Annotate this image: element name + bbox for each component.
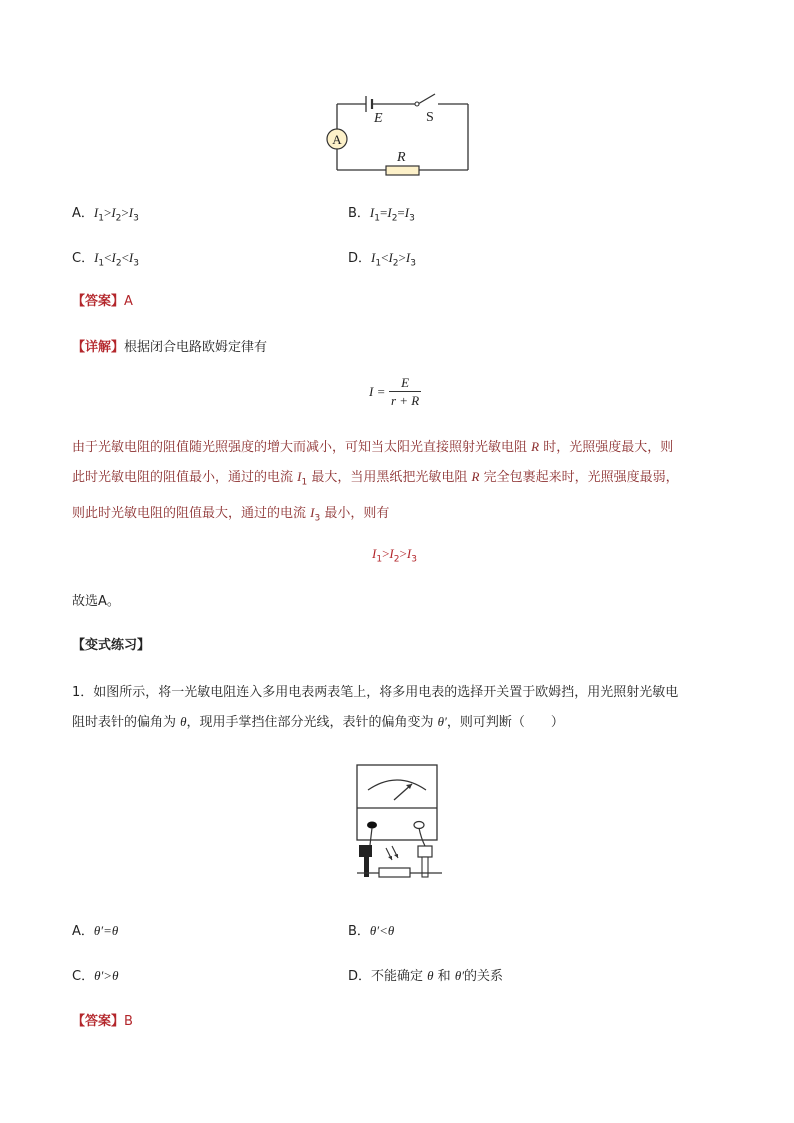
q1-option-d: D．$I_1<I_2>I_3$	[348, 250, 416, 269]
white-probe	[418, 846, 432, 857]
photoresistor	[379, 868, 410, 877]
answer-label: 【答案】	[72, 294, 125, 309]
ohm-formula: I = $\frac{E}{r + R}$	[369, 375, 420, 408]
relation-operator: >	[121, 205, 129, 220]
current-symbol: I	[389, 546, 394, 561]
explanation-line-3: 则此时光敏电阻的阻值最大，通过的电流 $I_3$ 最小，则有	[72, 504, 390, 524]
q2-option-d: D．不能确定 θ 和 θ′的关系	[348, 968, 504, 984]
answer-label: 【答案】	[72, 1014, 125, 1029]
relation-operator: <	[104, 250, 112, 265]
answer-value: B	[124, 1014, 133, 1029]
answer-2	[72, 1010, 133, 1029]
answer-1	[72, 290, 133, 309]
result-expression: $I_1>I_2>I_3$	[372, 546, 417, 565]
current-symbol: I	[93, 205, 99, 220]
current-symbol: I	[387, 205, 392, 220]
explanation-line-1: 由于光敏电阻的阻值随光照强度的增大而减小，可知当太阳光直接照射光敏电阻 R 时，光照强度最大，则	[72, 439, 674, 455]
current-symbol: I	[404, 205, 410, 220]
black-probe-socket	[367, 822, 377, 829]
resistor	[386, 166, 419, 175]
current-symbol: I	[388, 250, 393, 265]
q2-option-b: B．θ′<θ	[348, 923, 395, 939]
q2-option-a: A．θ′=θ	[72, 923, 119, 939]
relation-operator: >	[398, 250, 406, 265]
question-2-line-1: 1．如图所示，将一光敏电阻连入多用电表两表笔上，将多用电表的选择开关置于欧姆挡，用光照射光敏电	[72, 685, 679, 700]
answer-value: A	[124, 294, 133, 309]
detail-label: 【详解】	[72, 340, 125, 355]
switch-pivot	[415, 102, 419, 106]
relation-operator: =	[380, 205, 388, 220]
variant-heading: 【变式练习】	[72, 638, 151, 653]
relation-operator: >	[382, 546, 390, 561]
switch-label: S	[426, 110, 434, 125]
current-symbol: I	[94, 250, 99, 265]
conclusion: 故选A。	[72, 594, 120, 609]
q1-option-a: A．$I_1>I_2>I_3$	[72, 205, 139, 224]
multimeter-diagram	[350, 760, 450, 888]
meter-body	[357, 765, 437, 840]
explanation-paragraph	[72, 432, 722, 533]
current-symbol: I	[128, 250, 134, 265]
explanation-line-2: 此时光敏电阻的阻值最小，通过的电流 $I_1$ 最大，当用黑纸把光敏电阻 R 完全包裹起来时，光照强度最弱，	[72, 469, 679, 488]
current-symbol: I	[371, 250, 376, 265]
current-symbol: I	[111, 250, 116, 265]
relation-operator: >	[103, 205, 112, 220]
current-symbol: I	[128, 205, 134, 220]
question-2-line-2: 阻时表针的偏角为 θ，现用手掌挡住部分光线，表针的偏角变为 θ′，则可判断（ ）	[72, 714, 564, 730]
q1-option-c: C．$I_1<I_2<I_3$	[72, 250, 139, 269]
switch-blade	[418, 94, 435, 104]
black-probe	[359, 845, 372, 857]
current-symbol: I	[369, 205, 375, 220]
detail-text: 根据闭合电路欧姆定律有	[124, 340, 268, 355]
circuit-diagram	[320, 88, 480, 188]
relation-operator: =	[397, 205, 405, 220]
q2-option-c: C．θ′>θ	[72, 968, 119, 984]
question-2	[72, 678, 732, 737]
current-symbol: I	[406, 546, 412, 561]
current-symbol: I	[111, 205, 116, 220]
relation-operator: <	[121, 250, 129, 265]
current-symbol: I	[405, 250, 411, 265]
relation-operator: <	[381, 250, 389, 265]
resistor-label: R	[397, 150, 406, 165]
detail-line	[72, 336, 267, 355]
q1-option-b: B．$I_1=I_2=I_3$	[348, 205, 415, 224]
emf-label: E	[374, 111, 383, 126]
relation-operator: >	[399, 546, 407, 561]
ammeter-label: A	[332, 132, 342, 147]
current-symbol: I	[372, 546, 377, 561]
red-probe-socket	[414, 822, 424, 829]
